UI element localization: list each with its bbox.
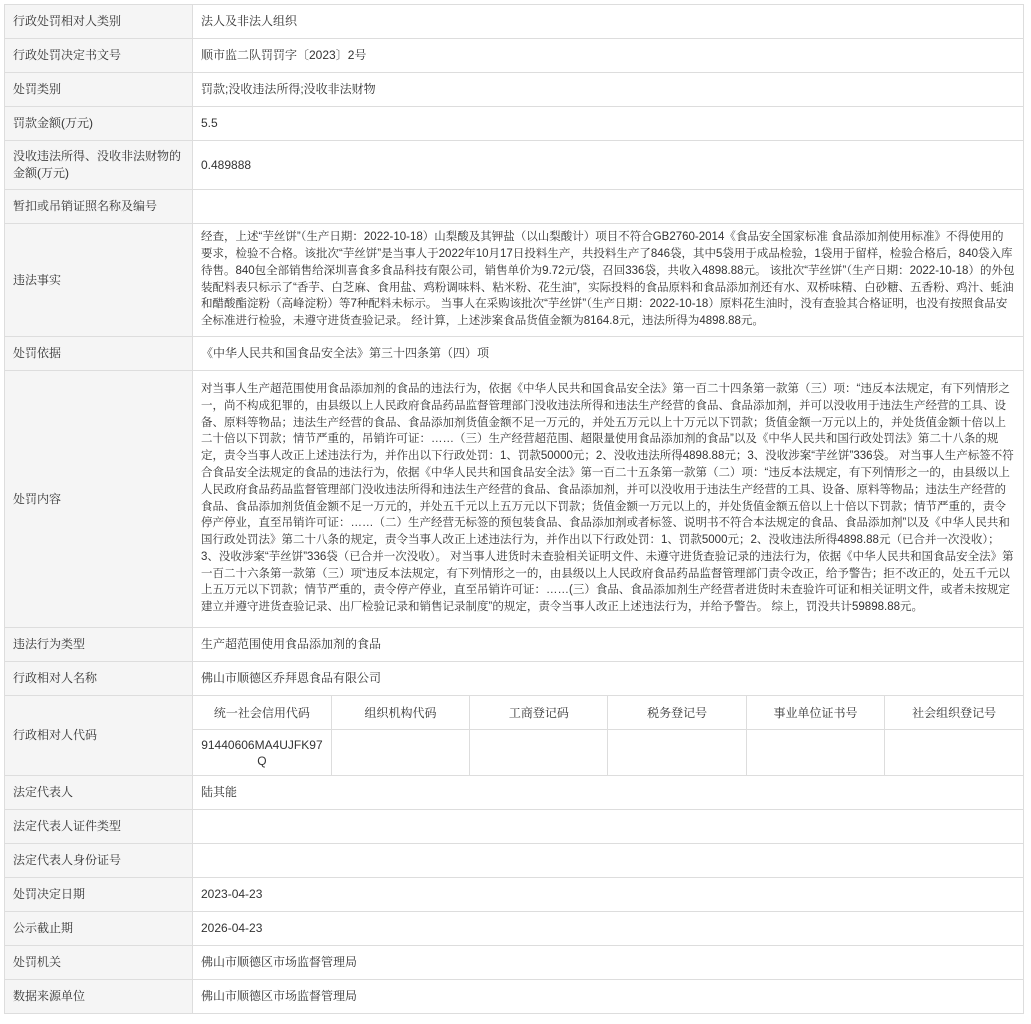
field-value: 5.5 xyxy=(193,107,1024,141)
row-license-revocation xyxy=(5,190,1024,224)
row-party-name xyxy=(5,662,1024,696)
credit-code-value: 91440606MA4UJFK97Q xyxy=(201,737,323,768)
field-value: 经查，上述“芋丝饼”（生产日期：2022-10-18）山梨酸及其钾盐（以山梨酸计）项目不符合GB2760-2014《食品安全国家标准 食品添加剂使用标准》不得使用的要求，检验不合格。该批次“芋丝饼”是当事人于2022年10月17日投料生产，共投料生产了846袋，其中5袋用于成品检验，1袋用于留样，检验合格后，840袋入库待售。840包全部销售给深圳喜食多食品科技有限公司，销售单价为9.72元/袋，召回336袋，共收入4898.88元。 该批次“芋丝饼”（生产日期：2022-10-18）的外包装配料表只标示了“香芋、白芝麻、食用盐、鸡粉调味料、粘米粉、花生油”，实际投料的食品原料和食品添加剂还有水、双桥味精、白砂糖、五香粉、鸡汁、蚝油和醋酸酯淀粉（高峰淀粉）等7种配料未标示。 当事人在采购该批次“芋丝饼”（生产日期：2022-10-18）原料花生油时，没有查验其合格证明，也没有按照食品安全标准进行检验，未遵守进货查验记录。 经计算，上述涉案食品货值金额为8164.8元，违法所得为4898.88元。 xyxy=(193,224,1024,337)
field-value: 《中华人民共和国食品安全法》第三十四条第（四）项 xyxy=(193,337,1024,371)
field-value: 法人及非法人组织 xyxy=(193,5,1024,39)
field-label: 违法行为类型 xyxy=(5,628,193,662)
row-data-source xyxy=(5,980,1024,1014)
field-value: 顺市监二队罚罚字〔2023〕2号 xyxy=(193,39,1024,73)
codes-header-row xyxy=(193,696,1023,730)
penalty-detail xyxy=(4,4,1024,1014)
field-label: 法定代表人身份证号 xyxy=(5,844,193,878)
field-value: 0.489888 xyxy=(193,141,1024,190)
field-value xyxy=(193,810,1024,844)
party-codes-table xyxy=(193,696,1023,775)
field-label: 行政相对人代码 xyxy=(5,696,193,776)
codes-value-row xyxy=(193,730,1023,776)
row-publicity-deadline xyxy=(5,912,1024,946)
row-legal-rep-id-type xyxy=(5,810,1024,844)
field-value: 2026-04-23 xyxy=(193,912,1024,946)
code-header: 工商登记码 xyxy=(470,696,608,730)
field-label: 行政处罚相对人类别 xyxy=(5,5,193,39)
field-value: 对当事人生产超范围使用食品添加剂的食品的违法行为，依据《中华人民共和国食品安全法》第一百二十四条第一款第（三）项：“违反本法规定，有下列情形之一，尚不构成犯罪的，由县级以上人民政府食品药品监督管理部门没收违法所得和违法生产经营的食品、食品添加剂，并可以没收用于违法生产经营的工具、设备、原料等物品；违法生产经营的食品、食品添加剂货值金额不足一万元的，并处五万元以上十万元以下罚款；货值金额一万元以上的，并处货值金额十倍以上二十倍以下罚款；情节严重的，吊销许可证：……（三）生产经营超范围、超限量使用食品添加剂的食品”以及《中华人民共和国行政处罚法》第二十八条的规定，责令当事人改正上述违法行为，并作出以下行政处罚：1、罚款50000元；2、没收违法所得4898.88元；3、没收涉案“芋丝饼”336袋。 对当事人生产标签不符合食品安全法规定的食品的违法行为，依据《中华人民共和国食品安全法》第一百二十五条第一款第（二）项：“违反本法规定，有下列情形之一的，由县级以上人民政府食品药品监督管理部门没收违法所得和违法生产经营的食品、食品添加剂，并可以没收用于违法生产经营的工具、设备、原料等物品；违法生产经营的食品、食品添加剂货值金额不足一万元的，并处五千元以上五万元以下罚款；货值金额一万元以上的，并处货值金额五倍以上十倍以下罚款；情节严重的，责令停产停业，直至吊销许可证：……（二）生产经营无标签的预包装食品、食品添加剂或者标签、说明书不符合本法规定的食品、食品添加剂”以及《中华人民共和国行政处罚法》第二十八条的规定，责令当事人改正上述违法行为，并作出以下行政处罚：1、罚款5000元；2、没收违法所得4898.88元（已合并一次没收）；3、没收涉案“芋丝饼”336袋（已合并一次没收）。 对当事人进货时未查验相关证明文件、未遵守进货查验记录的违法行为，依据《中华人民共和国食品安全法》第一百二十六条第一款第（三）项“违反本法规定，有下列情形之一的，由县级以上人民政府食品药品监督管理部门责令改正，给予警告；拒不改正的，处五千元以上五万元以下罚款；情节严重的，责令停产停业，直至吊销许可证：……(三）食品、食品添加剂生产经营者进货时未查验许可证和相关证明文件，或者未按规定建立并遵守进货查验记录、出厂检验记录和销售记录制度”的规定，责令当事人改正上述违法行为，并给予警告。 综上，罚没共计59898.88元。 xyxy=(193,371,1024,628)
field-value xyxy=(193,844,1024,878)
business-reg-value xyxy=(470,730,608,776)
row-penalty-type xyxy=(5,73,1024,107)
field-value: 佛山市顺德区市场监督管理局 xyxy=(193,980,1024,1014)
penalty-detail-table xyxy=(4,4,1024,1014)
field-value xyxy=(193,190,1024,224)
field-label: 处罚内容 xyxy=(5,371,193,628)
field-label: 处罚决定日期 xyxy=(5,878,193,912)
field-value: 佛山市顺德区市场监督管理局 xyxy=(193,946,1024,980)
field-label: 处罚依据 xyxy=(5,337,193,371)
field-label: 行政处罚决定书文号 xyxy=(5,39,193,73)
field-value: 罚款;没收违法所得;没收非法财物 xyxy=(193,73,1024,107)
code-header: 社会组织登记号 xyxy=(885,696,1023,730)
code-header: 事业单位证书号 xyxy=(746,696,884,730)
row-penalty-basis xyxy=(5,337,1024,371)
party-codes-cell xyxy=(193,696,1024,776)
field-value: 2023-04-23 xyxy=(193,878,1024,912)
field-label: 处罚类别 xyxy=(5,73,193,107)
field-label: 违法事实 xyxy=(5,224,193,337)
social-org-value xyxy=(885,730,1023,776)
row-penalty-content xyxy=(5,371,1024,628)
field-label: 法定代表人证件类型 xyxy=(5,810,193,844)
row-fine-amount xyxy=(5,107,1024,141)
code-header: 税务登记号 xyxy=(608,696,746,730)
code-header: 统一社会信用代码 xyxy=(193,696,331,730)
row-legal-rep xyxy=(5,776,1024,810)
org-code-value xyxy=(331,730,469,776)
row-decision-date xyxy=(5,878,1024,912)
row-violation-facts xyxy=(5,224,1024,337)
field-label: 法定代表人 xyxy=(5,776,193,810)
field-label: 公示截止期 xyxy=(5,912,193,946)
field-label: 数据来源单位 xyxy=(5,980,193,1014)
row-legal-rep-id-number xyxy=(5,844,1024,878)
field-value: 陆其能 xyxy=(193,776,1024,810)
field-label: 暂扣或吊销证照名称及编号 xyxy=(5,190,193,224)
institution-cert-value xyxy=(746,730,884,776)
row-violation-type xyxy=(5,628,1024,662)
row-penalty-authority xyxy=(5,946,1024,980)
row-decision-number xyxy=(5,39,1024,73)
tax-reg-value xyxy=(608,730,746,776)
field-value: 佛山市顺德区乔拜恩食品有限公司 xyxy=(193,662,1024,696)
field-value: 生产超范围使用食品添加剂的食品 xyxy=(193,628,1024,662)
row-confiscation-amount xyxy=(5,141,1024,190)
field-label: 处罚机关 xyxy=(5,946,193,980)
field-label: 罚款金额(万元) xyxy=(5,107,193,141)
code-header: 组织机构代码 xyxy=(331,696,469,730)
field-label: 没收违法所得、没收非法财物的金额(万元) xyxy=(5,141,193,190)
row-party-codes xyxy=(5,696,1024,776)
field-label: 行政相对人名称 xyxy=(5,662,193,696)
row-party-category xyxy=(5,5,1024,39)
